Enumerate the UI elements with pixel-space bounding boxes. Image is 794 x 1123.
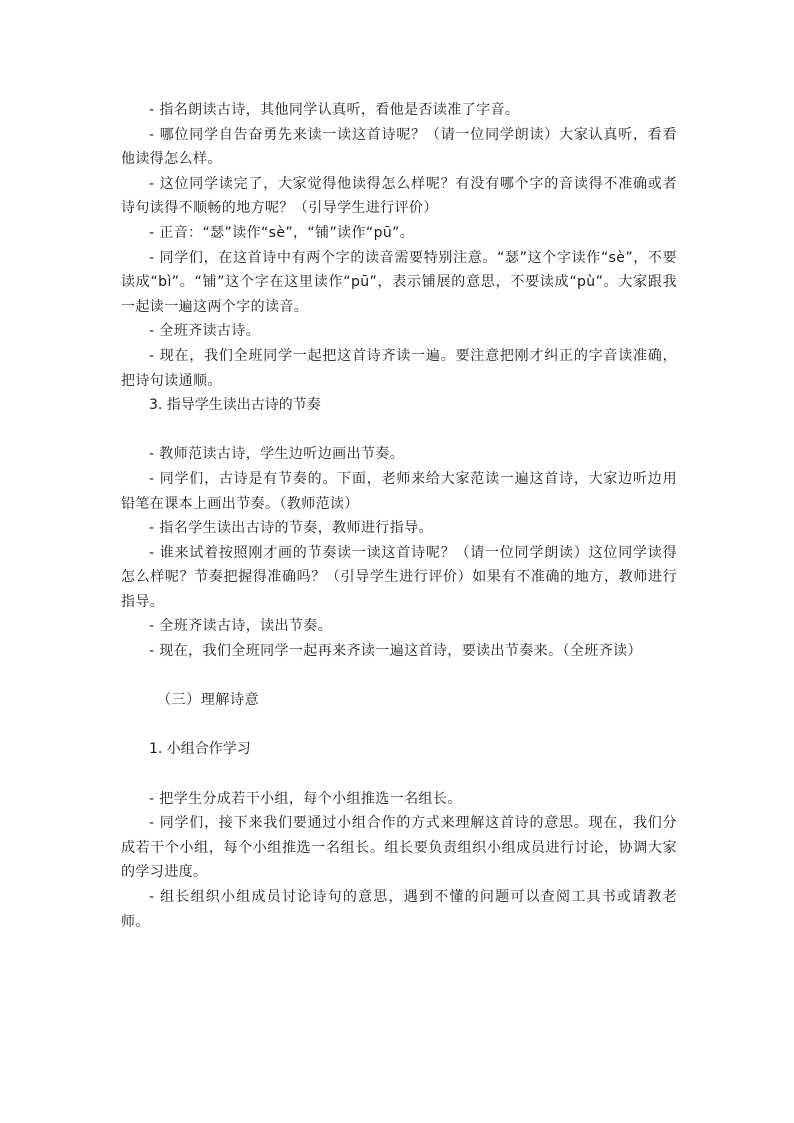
paragraph: - 正音：“瑟”读作“sè”，“铺”读作“pū”。 [149, 224, 415, 241]
paragraph: - 指名朗读古诗，其他同学认真听，看他是否读准了字音。 [149, 102, 520, 118]
section-title-understanding: （三）理解诗意 [157, 692, 260, 709]
paragraph: - 哪位同学自告奋勇先来读一读这首诗呢？（请一位同学朗读）大家认真听，看看他读得怎么样。 [121, 126, 677, 168]
paragraph: - 全班齐读古诗，读出节奏。 [149, 618, 333, 635]
paragraph: - 谁来试着按照刚才画的节奏读一读这首诗呢？（请一位同学朗读）这位同学读得怎么样呢？节奏把握得准确吗？（引导学生进行评价）如果有不准确的地方，教师进行指导。 [121, 544, 677, 610]
paragraph: - 这位同学读完了，大家觉得他读得怎么样呢？有没有哪个字的音读得不准确或者诗句读得不顺畅的地方呢？（引导学生进行评价） [121, 175, 677, 217]
subheading-rhythm: 3. 指导学生读出古诗的节奏 [149, 397, 321, 414]
paragraph: - 教师范读古诗，学生边听边画出节奏。 [149, 446, 405, 463]
paragraph: - 同学们，在这首诗中有两个字的读音需要特别注意。“瑟”这个字读作“sè”，不要读成“bì”。“铺”这个字在这里读作“pū”，表示铺展的意思，不要读成“pù”。大家跟我一起读一遍这两个字的读音。 [121, 249, 677, 315]
paragraph: - 把学生分成若干小组，每个小组推选一名组长。 [149, 790, 462, 807]
paragraph: - 同学们，古诗是有节奏的。下面，老师来给大家范读一遍这首诗，大家边听边用铅笔在课本上画出节奏。（教师范读） [121, 470, 677, 512]
paragraph: - 现在，我们全班同学一起把这首诗齐读一遍。要注意把刚才纠正的字音读准确，把诗句读通顺。 [121, 347, 677, 389]
paragraph: - 指名学生读出古诗的节奏，教师进行指导。 [149, 520, 433, 537]
subheading-group-study: 1. 小组合作学习 [149, 741, 251, 758]
paragraph: - 全班齐读古诗。 [149, 323, 261, 340]
paragraph: - 组长组织小组成员讨论诗句的意思，遇到不懂的问题可以查阅工具书或请教老师。 [121, 889, 677, 930]
paragraph: - 现在，我们全班同学一起再来齐读一遍这首诗，要读出节奏来。（全班齐读） [149, 643, 642, 660]
document-body [121, 98, 677, 934]
paragraph: - 同学们，接下来我们要通过小组合作的方式来理解这首诗的意思。现在，我们分成若干个小组，每个小组推选一名组长。组长要负责组织小组成员进行讨论，协调大家的学习进度。 [121, 815, 677, 881]
